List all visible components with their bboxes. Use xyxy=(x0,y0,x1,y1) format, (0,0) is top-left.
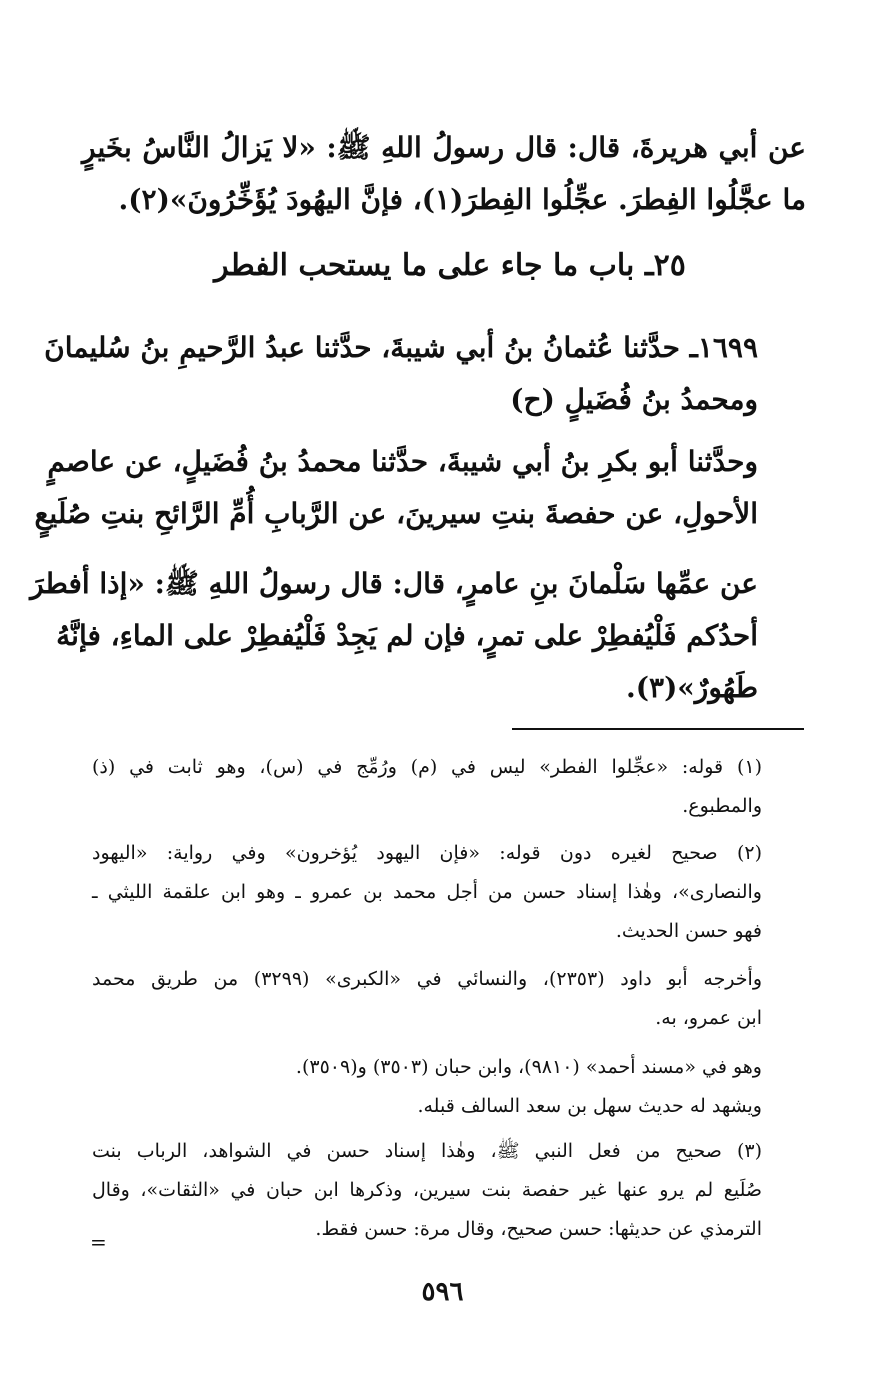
footnote-separator xyxy=(512,728,804,730)
text-line: عن أبي هريرةَ، قال: قال رسولُ اللهِ ﷺ: «لا يَزالُ النَّاسُ بخَيرٍ xyxy=(82,131,806,164)
text-line: وحدَّثنا أبو بكرِ بنُ أبي شيبةَ، حدَّثنا محمدُ بنُ فُضَيلٍ، عن عاصمٍ xyxy=(47,445,758,478)
footnote-1 xyxy=(92,748,762,826)
continuation-mark: = xyxy=(90,1230,107,1254)
text-line: ١٦٩٩ـ حدَّثنا عُثمانُ بنُ أبي شيبةَ، حدَّثنا عبدُ الرَّحيمِ بنُ سُليمانَ xyxy=(44,331,758,364)
hadith-text-2 xyxy=(30,558,758,714)
footnote-2-takhrij xyxy=(92,960,762,1038)
isnad-text-2 xyxy=(34,436,758,540)
text-line: عن عمِّها سَلْمانَ بنِ عامرٍ، قال: قال رسولُ اللهِ ﷺ: «إذا أفطرَ xyxy=(30,567,758,600)
text-line: والمطبوع. xyxy=(682,795,762,817)
footnote-2 xyxy=(92,834,762,951)
text-line: فهو حسن الحديث. xyxy=(615,920,762,942)
isnad-text-1 xyxy=(44,322,758,426)
text-line: (٢) صحيح لغيره دون قوله: «فإن اليهود يُؤخرون» وفي رواية: «اليهود xyxy=(92,842,762,864)
chapter-heading: ٢٥ـ باب ما جاء على ما يستحب الفطر xyxy=(214,248,686,283)
text-line: (١) قوله: «عجِّلوا الفطر» ليس في (م) ورُمِّج في (س)، وهو ثابت في (ذ) xyxy=(92,756,762,778)
text-line: والنصارى»، وهٰذا إسناد حسن من أجل محمد بن عمرو ـ وهو ابن علقمة الليثي ـ xyxy=(92,881,762,903)
text-line: ما عجَّلُوا الفِطرَ. عجِّلُوا الفِطرَ(١)، فإنَّ اليهُودَ يُؤَخِّرُونَ»(٢). xyxy=(118,183,806,216)
text-line: وأخرجه أبو داود (٢٣٥٣)، والنسائي في «الكبرى» (٣٢٩٩) من طريق محمد xyxy=(92,968,762,990)
text-line: ومحمدُ بنُ فُضَيلٍ (ح) xyxy=(510,383,758,416)
page-number: ٥٩٦ xyxy=(421,1277,464,1307)
footnote-2-references xyxy=(92,1048,762,1126)
text-line: طَهُورٌ»(٣). xyxy=(626,671,758,704)
text-line: صُلَيع لم يرو عنها غير حفصة بنت سيرين، وذكرها ابن حبان في «الثقات»، وقال xyxy=(92,1179,762,1201)
text-line: (٣) صحيح من فعل النبي ﷺ، وهٰذا إسناد حسن في الشواهد، الرباب بنت xyxy=(92,1140,762,1162)
text-line: أحدُكم فَلْيُفطِرْ على تمرٍ، فإن لم يَجِدْ فَلْيُفطِرْ على الماءِ، فإنَّهُ xyxy=(56,619,758,652)
hadith-text-1 xyxy=(82,122,806,226)
text-line: ويشهد له حديث سهل بن سعد السالف قبله. xyxy=(417,1095,762,1117)
text-line: ابن عمرو، به. xyxy=(655,1007,762,1029)
footnote-3 xyxy=(92,1132,762,1249)
text-line: الأحولِ، عن حفصةَ بنتِ سيرينَ، عن الرَّبابِ أُمِّ الرَّائحِ بنتِ صُلَيعٍ xyxy=(34,497,758,530)
text-line: الترمذي عن حديثها: حسن صحيح، وقال مرة: حسن فقط. xyxy=(315,1218,762,1240)
text-line: وهو في «مسند أحمد» (٩٨١٠)، وابن حبان (٣٥٠٣) و(٣٥٠٩). xyxy=(295,1056,762,1078)
